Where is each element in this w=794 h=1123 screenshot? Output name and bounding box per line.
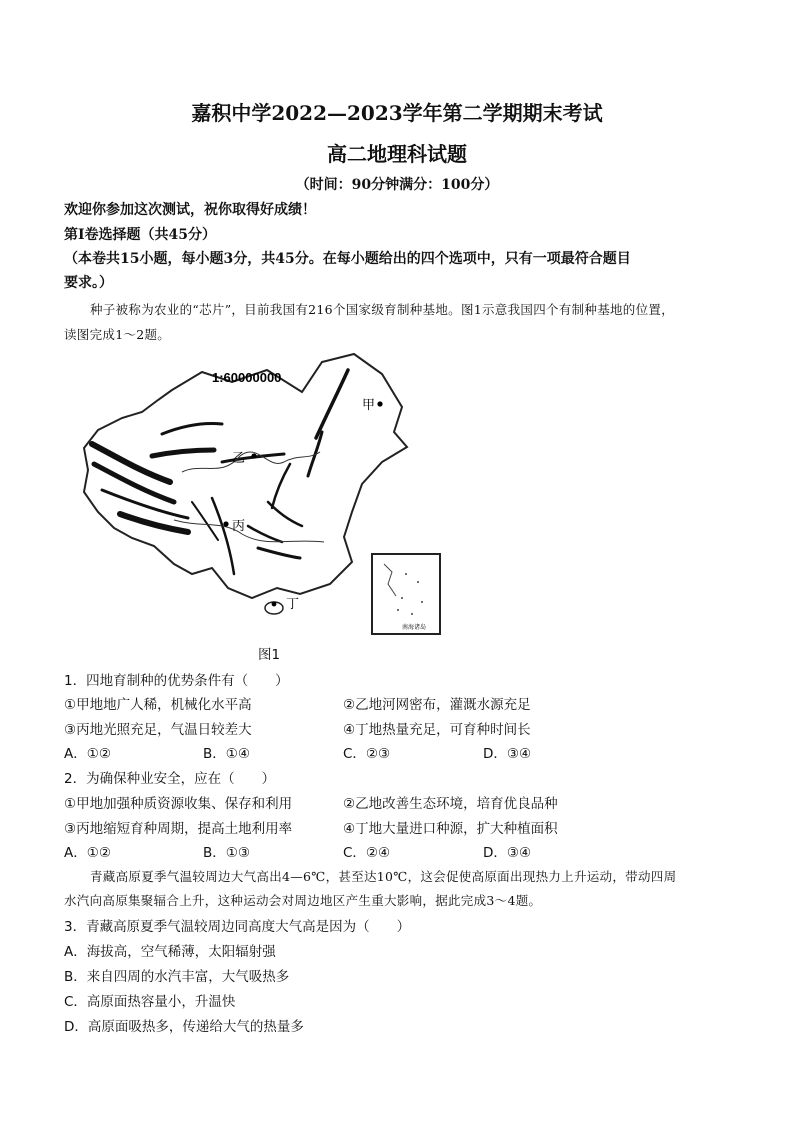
welcome-text: 欢迎你参加这次测试，祝你取得好成绩！ xyxy=(64,202,316,218)
exam-title: 嘉积中学2022—2023学年第二学期期末考试 xyxy=(191,101,603,125)
site-ding-label: 丁 xyxy=(286,597,300,612)
passage-1-line-1: 种子被称为农业的“芯片”，目前我国有216个国家级育制种基地。图1示意我国四个有制种基地的位置， xyxy=(90,302,674,317)
q2-choice-d: D．③④ xyxy=(483,845,532,861)
q1-option-4: ④丁地热量充足，可育种时间长 xyxy=(343,722,531,738)
map-scale: 1:60000000 xyxy=(212,370,282,385)
q2-choice-c: C．②④ xyxy=(343,845,391,861)
q2-option-1: ①甲地加强种质资源收集、保存和利用 xyxy=(64,796,293,812)
exam-subtitle: 高二地理科试题 xyxy=(327,142,467,166)
section-heading: 第I卷选择题（共45分） xyxy=(64,227,217,243)
site-ding-marker xyxy=(272,602,277,607)
site-bing-marker xyxy=(223,521,228,526)
site-yi-label: 乙 xyxy=(232,451,246,466)
q3-stem: 3．青藏高原夏季气温较周边同高度大气高是因为（ ） xyxy=(64,919,411,935)
q2-option-3: ③丙地缩短育种周期，提高土地利用率 xyxy=(64,821,293,837)
q1-stem: 1．四地育制种的优势条件有（ ） xyxy=(64,673,289,689)
q1-option-1: ①甲地地广人稀，机械化水平高 xyxy=(64,697,252,713)
site-yi-marker xyxy=(251,453,256,458)
passage-2-line-2: 水汽向高原集聚辐合上升，这种运动会对周边地区产生重大影响，据此完成3～4题。 xyxy=(64,893,542,908)
q1-choice-a: A．①② xyxy=(64,746,111,762)
exam-meta: （时间：90分钟满分：100分） xyxy=(295,177,499,193)
q3-choice-c: C．高原面热容量小，升温快 xyxy=(64,994,236,1010)
south-china-sea-inset xyxy=(372,554,440,634)
q3-choice-a: A．海拔高，空气稀薄，太阳辐射强 xyxy=(64,944,276,960)
q2-option-2: ②乙地改善生态环境，培育优良品种 xyxy=(343,796,558,812)
site-jia-label: 甲 xyxy=(362,398,376,413)
q2-choice-b: B．①③ xyxy=(203,845,250,861)
site-jia-marker xyxy=(377,401,382,406)
passage-1-line-2: 读图完成1～2题。 xyxy=(64,327,171,342)
q3-choice-b: B．来自四周的水汽丰富，大气吸热多 xyxy=(64,969,290,985)
passage-2-line-1: 青藏高原夏季气温较周边大气高出4—6℃，甚至达10℃，这会促使高原面出现热力上升运动，带动四周 xyxy=(90,869,677,884)
q2-stem: 2．为确保种业安全，应在（ ） xyxy=(64,771,276,787)
q1-option-2: ②乙地河网密布，灌溉水源充足 xyxy=(343,697,531,713)
q1-choice-b: B．①④ xyxy=(203,746,250,762)
section-instructions-1: （本卷共15小题，每小题3分，共45分。在每小题给出的四个选项中，只有一项最符合题目 xyxy=(64,251,631,267)
q2-choice-a: A．①② xyxy=(64,845,111,861)
figure-caption: 图1 xyxy=(258,647,281,663)
inset-caption: 南海诸岛 xyxy=(401,624,427,631)
site-bing-label: 丙 xyxy=(232,519,246,534)
q1-choice-c: C．②③ xyxy=(343,746,391,762)
q2-option-4: ④丁地大量进口种源，扩大种植面积 xyxy=(343,821,558,837)
china-map-figure xyxy=(62,352,448,640)
q3-choice-d: D．高原面吸热多，传递给大气的热量多 xyxy=(64,1019,304,1035)
q1-option-3: ③丙地光照充足，气温日较差大 xyxy=(64,722,252,738)
section-instructions-2: 要求。） xyxy=(64,275,113,291)
q1-choice-d: D．③④ xyxy=(483,746,532,762)
